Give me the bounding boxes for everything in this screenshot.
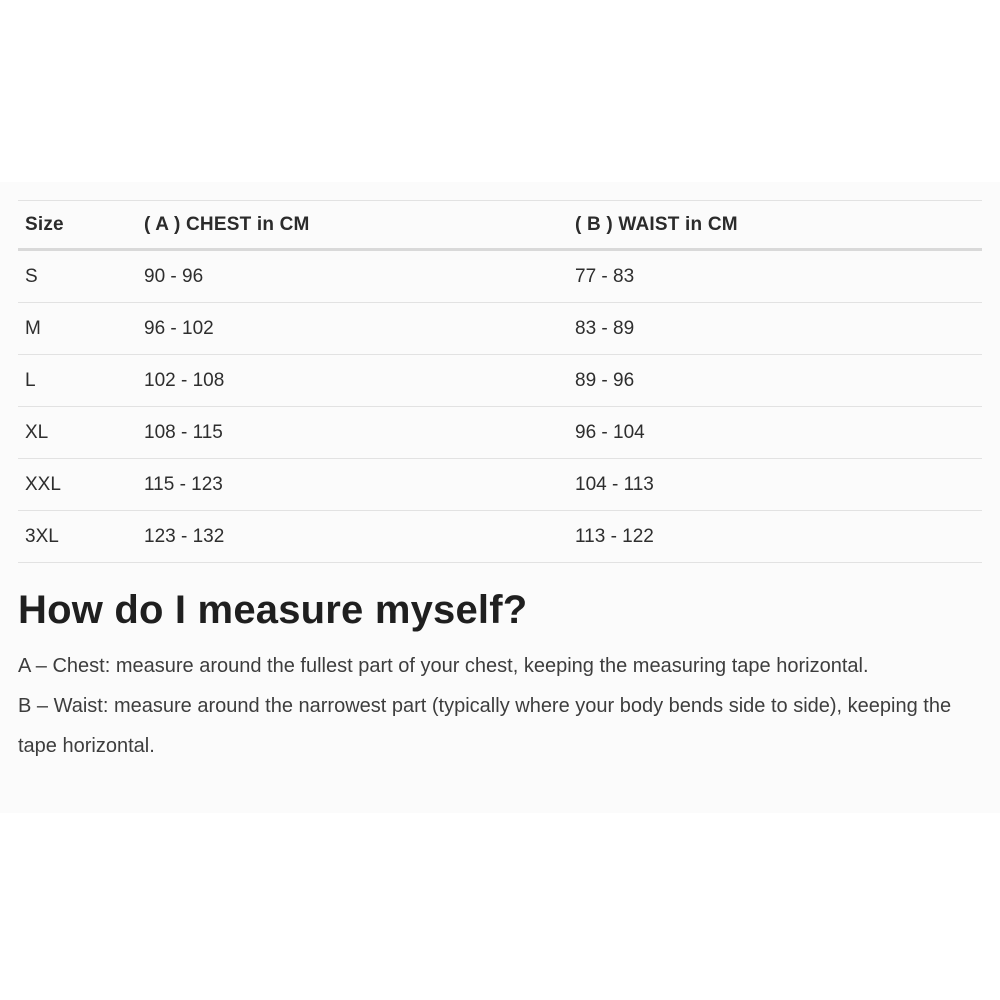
size-cell: 3XL [18, 511, 144, 563]
column-header-size: Size [18, 201, 144, 250]
table-row [18, 407, 982, 459]
table-header-row [18, 201, 982, 250]
waist-cell: 113 - 122 [575, 511, 982, 563]
chest-cell: 123 - 132 [144, 511, 575, 563]
size-cell: S [18, 250, 144, 303]
chest-cell: 90 - 96 [144, 250, 575, 303]
size-chart-table-body [18, 250, 982, 563]
table-row [18, 355, 982, 407]
chest-cell: 102 - 108 [144, 355, 575, 407]
chest-cell: 96 - 102 [144, 303, 575, 355]
size-guide-section [0, 182, 1000, 813]
waist-cell: 104 - 113 [575, 459, 982, 511]
size-cell: L [18, 355, 144, 407]
table-row [18, 250, 982, 303]
column-header-chest: ( A ) CHEST in CM [144, 201, 575, 250]
waist-cell: 96 - 104 [575, 407, 982, 459]
chest-instruction-text: A – Chest: measure around the fullest part of your chest, keeping the measuring tape horizontal. [18, 655, 869, 677]
size-cell: M [18, 303, 144, 355]
chest-cell: 115 - 123 [144, 459, 575, 511]
waist-cell: 77 - 83 [575, 250, 982, 303]
measure-guide-heading: How do I measure myself? [18, 588, 528, 632]
size-cell: XXL [18, 459, 144, 511]
column-header-waist: ( B ) WAIST in CM [575, 201, 982, 250]
size-chart-table-head [18, 201, 982, 250]
table-row [18, 459, 982, 511]
table-row [18, 303, 982, 355]
table-row [18, 511, 982, 563]
waist-cell: 89 - 96 [575, 355, 982, 407]
size-chart-table [18, 200, 982, 563]
size-cell: XL [18, 407, 144, 459]
waist-cell: 83 - 89 [575, 303, 982, 355]
waist-instruction-text: B – Waist: measure around the narrowest part (typically where your body bends side to side), keeping the tape horizontal. [18, 695, 952, 757]
chest-cell: 108 - 115 [144, 407, 575, 459]
